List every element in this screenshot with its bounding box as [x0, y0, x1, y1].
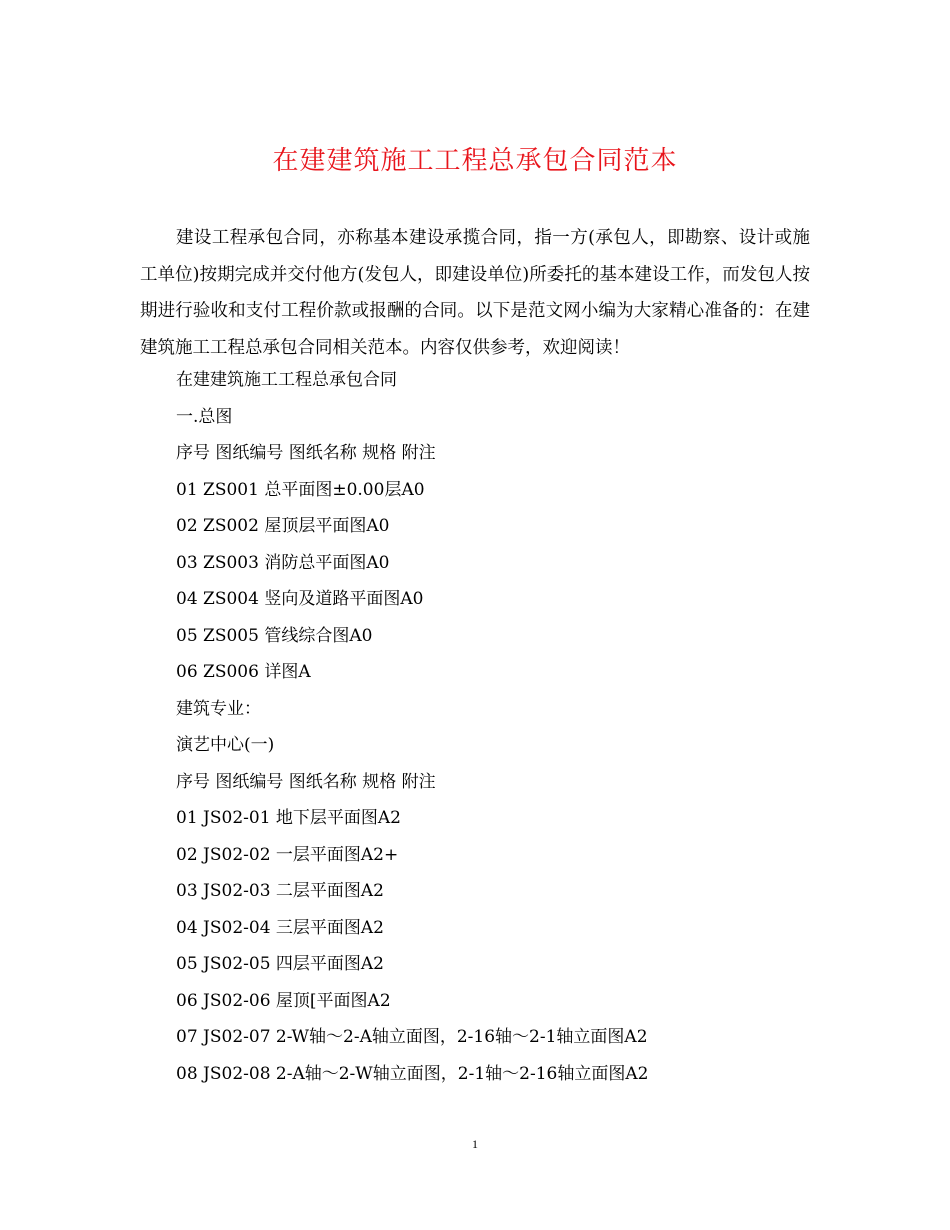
list-item: 03 ZS003 消防总平面图A0 — [176, 552, 390, 573]
contract-line-list — [176, 362, 816, 1092]
list-item: 06 ZS006 详图A — [176, 662, 311, 682]
list-item: 01 ZS001 总平面图±0.00层A0 — [176, 479, 425, 500]
list-item: 一.总图 — [176, 406, 233, 427]
list-item: 建筑专业： — [176, 698, 261, 719]
list-item: 演艺中心(一) — [176, 735, 275, 755]
list-item: 04 JS02-04 三层平面图A2 — [176, 917, 385, 938]
list-item: 序号 图纸编号 图纸名称 规格 附注 — [176, 443, 436, 463]
document-title: 在建建筑施工工程总承包合同范本 — [272, 146, 678, 176]
list-item: 03 JS02-03 二层平面图A2 — [176, 881, 385, 901]
list-item: 07 JS02-07 2-W轴～2-A轴立面图，2-16轴～2-1轴立面图A2 — [176, 1027, 648, 1047]
page-number: 1 — [472, 1137, 478, 1151]
list-item: 06 JS02-06 屋顶[平面图A2 — [176, 990, 391, 1011]
intro-paragraph: 建设工程承包合同，亦称基本建设承揽合同，指一方(承包人，即勘察、设计或施工单位)按期完成并交付他方(发包人，即建设单位)所委托的基本建设工作，而发包人按期进行验收和支付工程价款或报酬的合同。以下是范文网小编为大家精心准备的：在建建筑施工工程总承包合同相关范本。内容仅供参考，欢迎阅读！ — [140, 228, 810, 358]
list-item: 08 JS02-08 2-A轴～2-W轴立面图，2-1轴～2-16轴立面图A2 — [176, 1063, 649, 1084]
list-item: 02 ZS002 屋顶层平面图A0 — [176, 516, 390, 536]
list-item: 序号 图纸编号 图纸名称 规格 附注 — [176, 771, 436, 792]
list-item: 05 JS02-05 四层平面图A2 — [176, 954, 385, 974]
list-item: 01 JS02-01 地下层平面图A2 — [176, 808, 402, 828]
list-item: 04 ZS004 竖向及道路平面图A0 — [176, 589, 424, 609]
list-item: 05 ZS005 管线综合图A0 — [176, 625, 373, 646]
list-item: 在建建筑施工工程总承包合同 — [176, 370, 397, 390]
list-item: 02 JS02-02 一层平面图A2+ — [176, 844, 399, 865]
